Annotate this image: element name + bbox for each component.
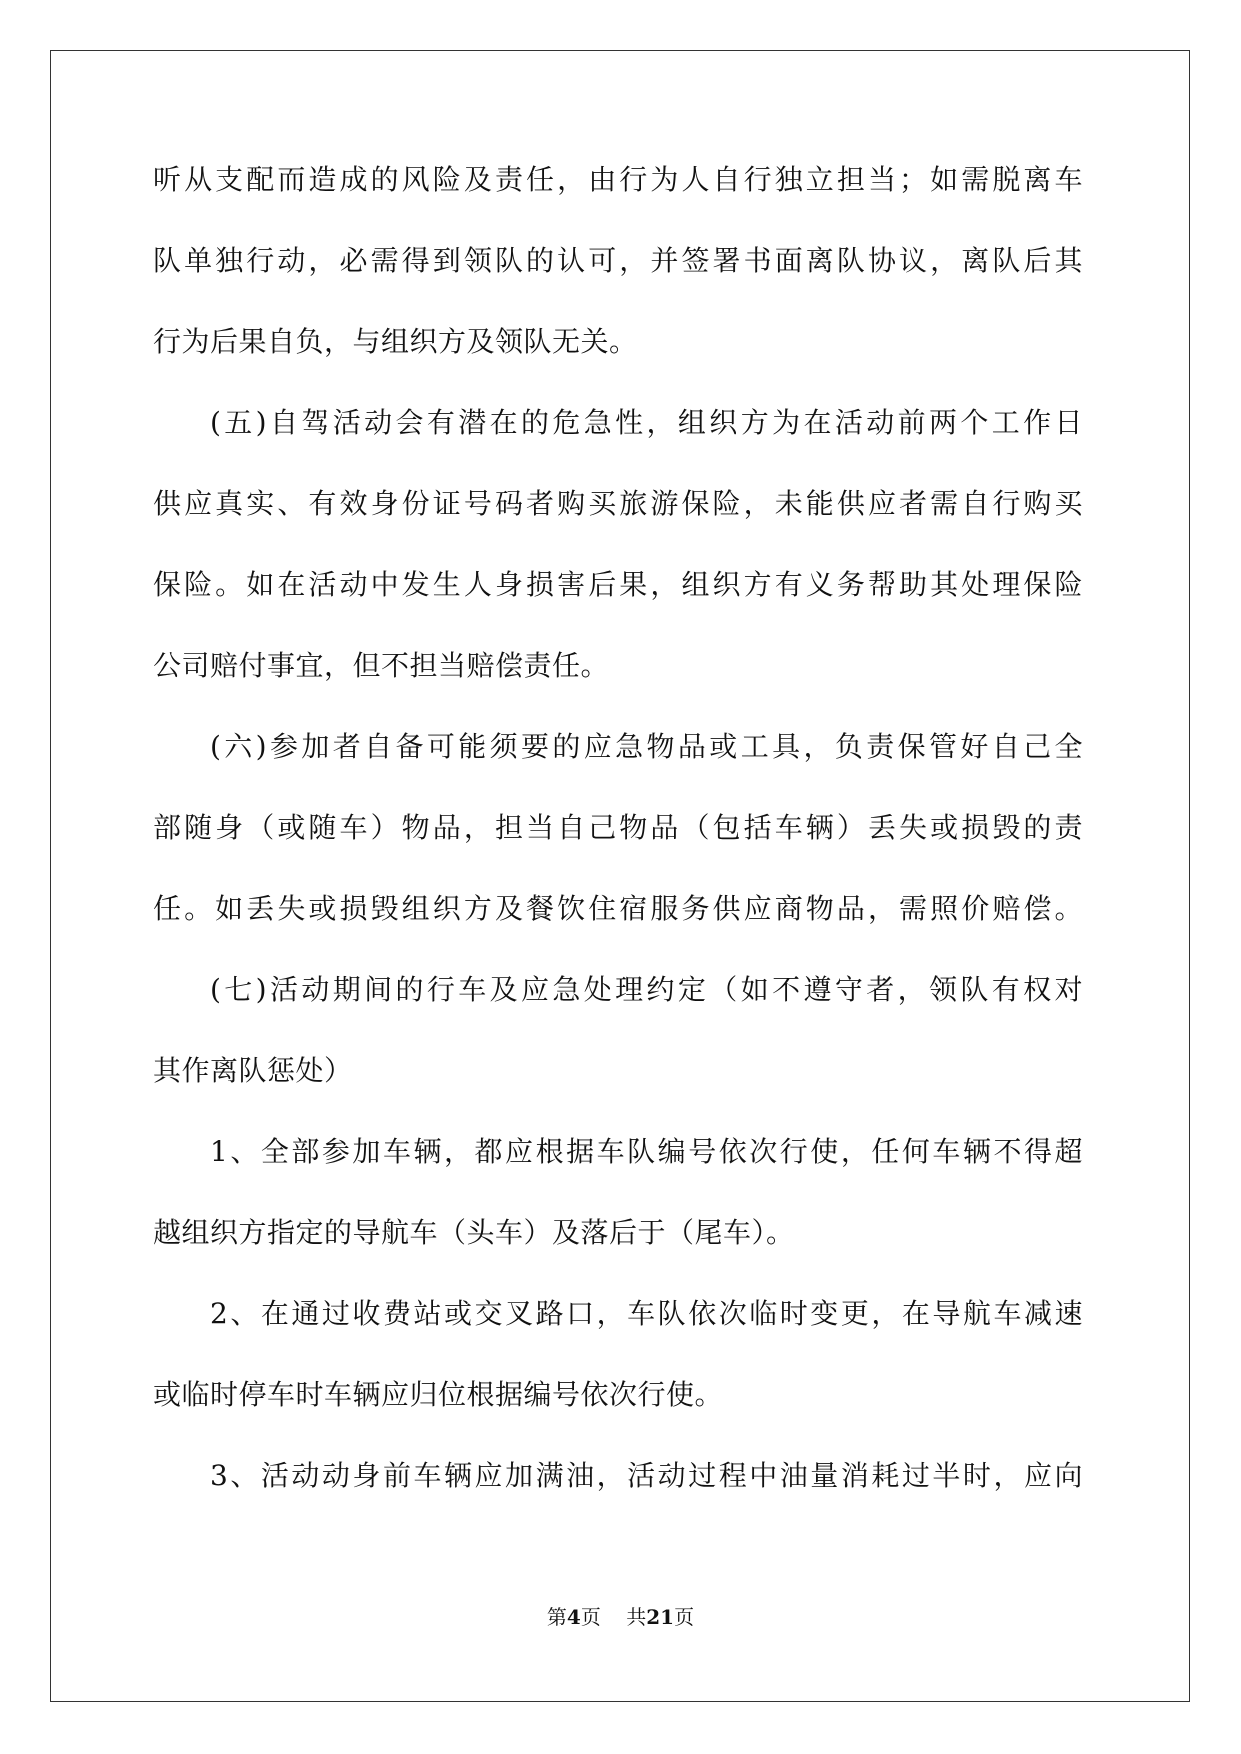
text-line: 其作离队惩处） xyxy=(153,1054,353,1087)
text-line: 部随身（或随车）物品，担当自己物品（包括车辆）丢失或损毁的责 xyxy=(153,811,1083,844)
document-body xyxy=(153,160,1083,1537)
text-line: 公司赔付事宜，但不担当赔偿责任。 xyxy=(153,649,610,682)
text-line: 2、在通过收费站或交叉路口，车队依次临时变更，在导航车减速 xyxy=(210,1297,1083,1330)
footer-prefix: 第 xyxy=(546,1605,567,1629)
text-line: 任。如丢失或损毁组织方及餐饮住宿服务供应商物品，需照价赔偿。 xyxy=(153,892,1083,925)
text-line: 保险。如在活动中发生人身损害后果，组织方有义务帮助其处理保险 xyxy=(153,568,1083,601)
text-line: 听从支配而造成的风险及责任，由行为人自行独立担当；如需脱离车 xyxy=(153,163,1083,196)
text-line: (六)参加者自备可能须要的应急物品或工具，负责保管好自己全 xyxy=(210,730,1083,763)
text-line: 或临时停车时车辆应归位根据编号依次行使。 xyxy=(153,1378,724,1411)
text-line: 行为后果自负，与组织方及领队无关。 xyxy=(153,325,638,358)
total-page-number: 21 xyxy=(646,1605,675,1629)
current-page-number: 4 xyxy=(566,1605,581,1629)
text-line: 3、活动动身前车辆应加满油，活动过程中油量消耗过半时，应向 xyxy=(210,1459,1083,1492)
text-line: (五)自驾活动会有潜在的危急性，组织方为在活动前两个工作日 xyxy=(210,406,1083,439)
footer-total-prefix: 共 xyxy=(626,1605,647,1629)
footer-total-suffix: 页 xyxy=(674,1605,695,1629)
footer-page-word: 页 xyxy=(580,1605,601,1629)
text-line: 越组织方指定的导航车（头车）及落后于（尾车）。 xyxy=(153,1216,795,1249)
text-line: (七)活动期间的行车及应急处理约定（如不遵守者，领队有权对 xyxy=(210,973,1083,1006)
text-line: 队单独行动，必需得到领队的认可，并签署书面离队协议，离队后其 xyxy=(153,244,1083,277)
page-footer xyxy=(0,1605,1241,1629)
text-line: 供应真实、有效身份证号码者购买旅游保险，未能供应者需自行购买 xyxy=(153,487,1083,520)
text-line: 1、全部参加车辆，都应根据车队编号依次行使，任何车辆不得超 xyxy=(210,1135,1083,1168)
